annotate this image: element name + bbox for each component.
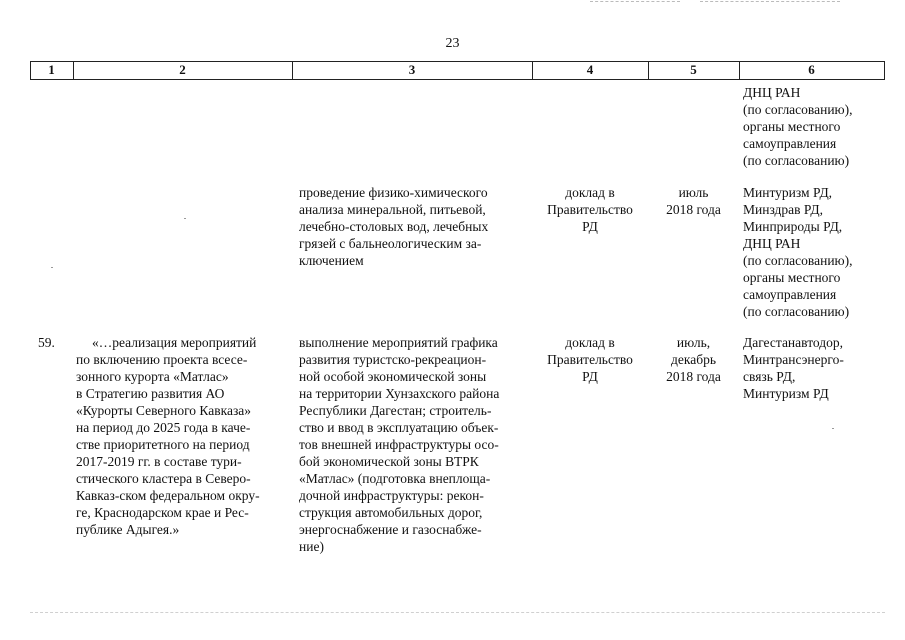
cell-line: органы местного — [743, 119, 841, 134]
cell-line: в Стратегию развития АО — [76, 386, 225, 401]
cell-line: РД — [582, 219, 598, 234]
cell-line: стве приоритетного на период — [76, 437, 250, 452]
cell-line: на территории Хунзахского района — [299, 386, 500, 401]
cell-line: РД — [582, 369, 598, 384]
cell-line: доклад в — [565, 335, 615, 350]
cell-line: на период до 2025 года в каче- — [76, 420, 251, 435]
cell-line: доклад в — [565, 185, 615, 200]
cell-line: ной особой экономической зоны — [299, 369, 487, 384]
form-cell — [532, 184, 648, 235]
cell-line: 2018 года — [666, 202, 721, 217]
cell-line: ДНЦ РАН — [743, 85, 801, 100]
executors-cell — [743, 84, 885, 169]
column-header-1: 1 — [48, 62, 55, 77]
column-header-4: 4 — [586, 62, 594, 77]
action-cell — [299, 334, 527, 555]
cell-line: Минтрансэнерго- — [743, 352, 844, 367]
cell-line: Минприроды РД, — [743, 219, 843, 234]
cell-line: Дагестанавтодор, — [743, 335, 844, 350]
cell-line: стического кластера в Северо- — [76, 471, 251, 486]
cell-line: самоуправления — [743, 136, 837, 151]
cell-line: развития туристско-рекреацион- — [299, 352, 487, 367]
bottom-scan-edge — [30, 612, 885, 613]
cell-line: 2018 года — [666, 369, 721, 384]
cell-line: ге, Краснодарском крае и Рес- — [76, 505, 249, 520]
cell-line: связь РД, — [743, 369, 796, 384]
form-cell — [532, 334, 648, 385]
cell-line: Минздрав РД, — [743, 202, 823, 217]
column-header-5: 5 — [690, 62, 697, 77]
cell-line: Правительство — [547, 202, 633, 217]
cell-line: «Матлас» (подготовка внеплоща- — [299, 471, 491, 486]
cell-line: проведение физико-химического — [299, 185, 488, 200]
cell-line: зонного курорта «Матлас» — [76, 369, 229, 384]
cell-line: Минтуризм РД, — [743, 185, 833, 200]
scan-speck — [832, 428, 834, 429]
scan-speck — [184, 218, 186, 219]
column-header-2: 2 — [179, 62, 186, 77]
cell-line: июль — [678, 185, 709, 200]
row-number-cell: 59. — [38, 335, 55, 350]
cell-line: дочной инфраструктуры: рекон- — [299, 488, 484, 503]
cell-line: Правительство — [547, 352, 633, 367]
table-header-row — [30, 61, 885, 79]
cell-line: «Курорты Северного Кавказа» — [76, 403, 252, 418]
cell-line: ключением — [299, 253, 364, 268]
cell-line: энергоснабжение и газоснабже- — [299, 522, 482, 537]
cell-line: струкция автомобильных дорог, — [299, 505, 483, 520]
column-header-3: 3 — [408, 62, 416, 77]
cell-line: выполнение мероприятий графика — [299, 335, 498, 350]
cell-line: Республики Дагестан; строитель- — [299, 403, 492, 418]
cell-line: грязей с бальнеологическим за- — [299, 236, 482, 251]
cell-line: (по согласованию) — [743, 153, 850, 168]
executors-cell — [743, 184, 885, 320]
page-number: 23 — [445, 36, 460, 51]
top-scan-dash-left — [590, 1, 680, 2]
scan-speck — [51, 267, 53, 268]
term-cell — [648, 334, 739, 385]
measure-cell — [76, 334, 289, 538]
action-cell — [299, 184, 527, 269]
table-header-bottom-rule — [30, 79, 885, 80]
cell-line: ние) — [299, 539, 324, 554]
top-scan-dash-right — [700, 1, 840, 2]
cell-line: тов внешней инфраструктуры осо- — [299, 437, 499, 452]
cell-line: 2017-2019 гг. в составе тури- — [76, 454, 242, 469]
cell-line: по включению проекта всесе- — [76, 352, 248, 367]
cell-line: «…реализация мероприятий — [92, 335, 257, 350]
cell-line: органы местного — [743, 270, 841, 285]
cell-line: Минтуризм РД — [743, 386, 829, 401]
cell-line: (по согласованию), — [743, 253, 853, 268]
cell-line: Кавказ-ском федеральном окру- — [76, 488, 260, 503]
cell-line: (по согласованию), — [743, 102, 853, 117]
cell-line: публике Адыгея.» — [76, 522, 180, 537]
column-header-6: 6 — [808, 62, 815, 77]
cell-line: лечебно-столовых вод, лечебных — [299, 219, 489, 234]
cell-line: декабрь — [671, 352, 716, 367]
cell-line: ство и ввод в эксплуатацию объек- — [299, 420, 499, 435]
cell-line: самоуправления — [743, 287, 837, 302]
cell-line: (по согласованию) — [743, 304, 850, 319]
cell-line: июль, — [676, 335, 711, 350]
executors-cell — [743, 334, 885, 402]
term-cell — [648, 184, 739, 218]
cell-line: анализа минеральной, питьевой, — [299, 202, 486, 217]
cell-line: бой экономической зоны ВТРК — [299, 454, 479, 469]
cell-line: ДНЦ РАН — [743, 236, 801, 251]
